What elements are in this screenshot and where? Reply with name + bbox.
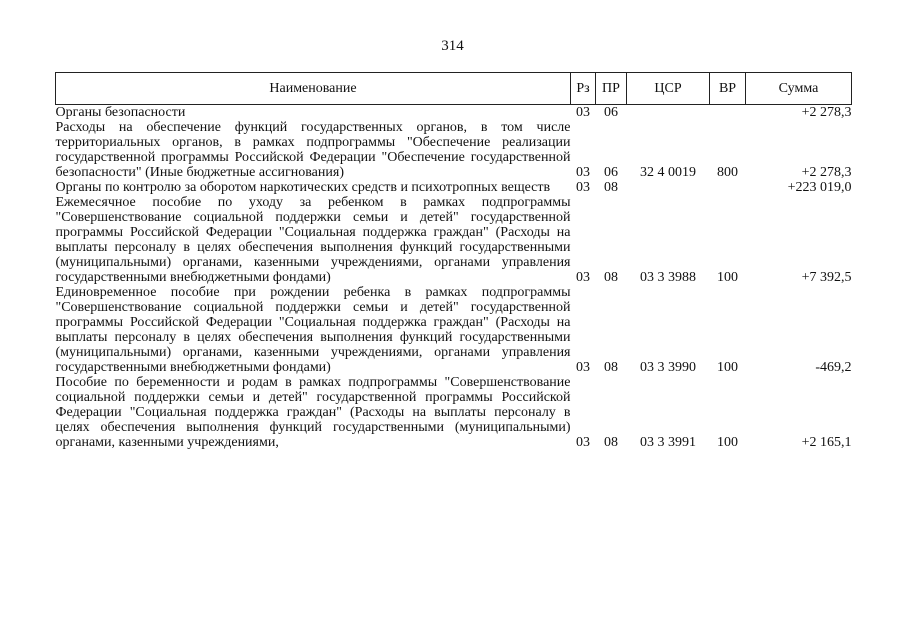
row-name: Пособие по беременности и родам в рамках подпрограммы "Совершенствование социальной поддержки семьи и детей" государственной программы Российской Федерации "Социальная поддержка граждан" (Расходы на выплаты персоналу в целях обеспечения выполнения функций государственными (муниципальными) органами, казенными учреждениями, [55,375,571,450]
row-rz: 03 [576,270,590,285]
row-pr: 08 [604,435,618,450]
header-name: Наименование [56,73,571,105]
row-sum: +2 165,1 [801,435,852,450]
budget-table [55,72,852,450]
header-csr: ЦСР [627,73,710,105]
row-rz: 03 [576,165,590,180]
row-csr [627,180,710,195]
header-pr: ПР [596,73,627,105]
row-rz: 03 [576,360,590,375]
table-row [56,120,852,180]
row-sum: +7 392,5 [801,270,852,285]
row-name: Органы безопасности [55,105,186,120]
row-pr: 08 [604,360,618,375]
row-rz: 03 [576,105,590,120]
row-name: Ежемесячное пособие по уходу за ребенком в рамках подпрограммы "Совершенствование социальной поддержки семьи и детей" государственной программы Российской Федерации "Социальная поддержка граждан" (Расходы на выплаты персоналу в целях обеспечения выполнения функций государственными (муниципальными) органами, казенными учреждениями, органами управления государственными внебюджетными фондами) [55,195,571,285]
row-vr: 100 [717,435,738,450]
row-name: Единовременное пособие при рождении ребенка в рамках подпрограммы "Совершенствование социальной поддержки семьи и детей" государственной программы Российской Федерации "Социальная поддержка граждан" (Расходы на выплаты персоналу в целях обеспечения выполнения функций государственными (муниципальными) органами, казенными учреждениями, органами управления государственными внебюджетными фондами) [55,285,571,375]
row-name: Органы по контролю за оборотом наркотических средств и психотропных веществ [55,180,551,195]
row-csr: 03 3 3991 [640,435,696,450]
row-name: Расходы на обеспечение функций государственных органов, в том числе территориальных органов, в рамках подпрограммы "Обеспечение реализации государственной программы Российской Федерации "Обеспечение государственной безопасности" (Иные бюджетные ассигнования) [55,120,571,180]
row-rz: 03 [576,180,590,195]
row-pr: 08 [604,270,618,285]
header-sum: Сумма [746,73,852,105]
header-rz: Рз [571,73,596,105]
header-vr: ВР [710,73,746,105]
row-csr: 32 4 0019 [640,165,696,180]
row-rz: 03 [576,435,590,450]
row-csr: 03 3 3990 [640,360,696,375]
row-sum: +223 019,0 [787,180,852,195]
table-header-row [56,73,852,105]
row-pr: 08 [604,180,618,195]
row-sum: +2 278,3 [801,105,852,120]
row-vr [710,105,746,121]
table-row [56,105,852,121]
row-csr: 03 3 3988 [640,270,696,285]
row-csr [627,105,710,121]
table-row [56,285,852,375]
table-row [56,195,852,285]
row-vr: 100 [717,270,738,285]
table-row [56,375,852,450]
row-vr: 800 [717,165,738,180]
row-pr: 06 [604,165,618,180]
row-vr: 100 [717,360,738,375]
table-row [56,180,852,195]
row-sum: +2 278,3 [801,165,852,180]
row-vr [710,180,746,195]
row-pr: 06 [604,105,618,120]
row-sum: -469,2 [815,360,852,375]
page-number: 314 [441,38,464,54]
